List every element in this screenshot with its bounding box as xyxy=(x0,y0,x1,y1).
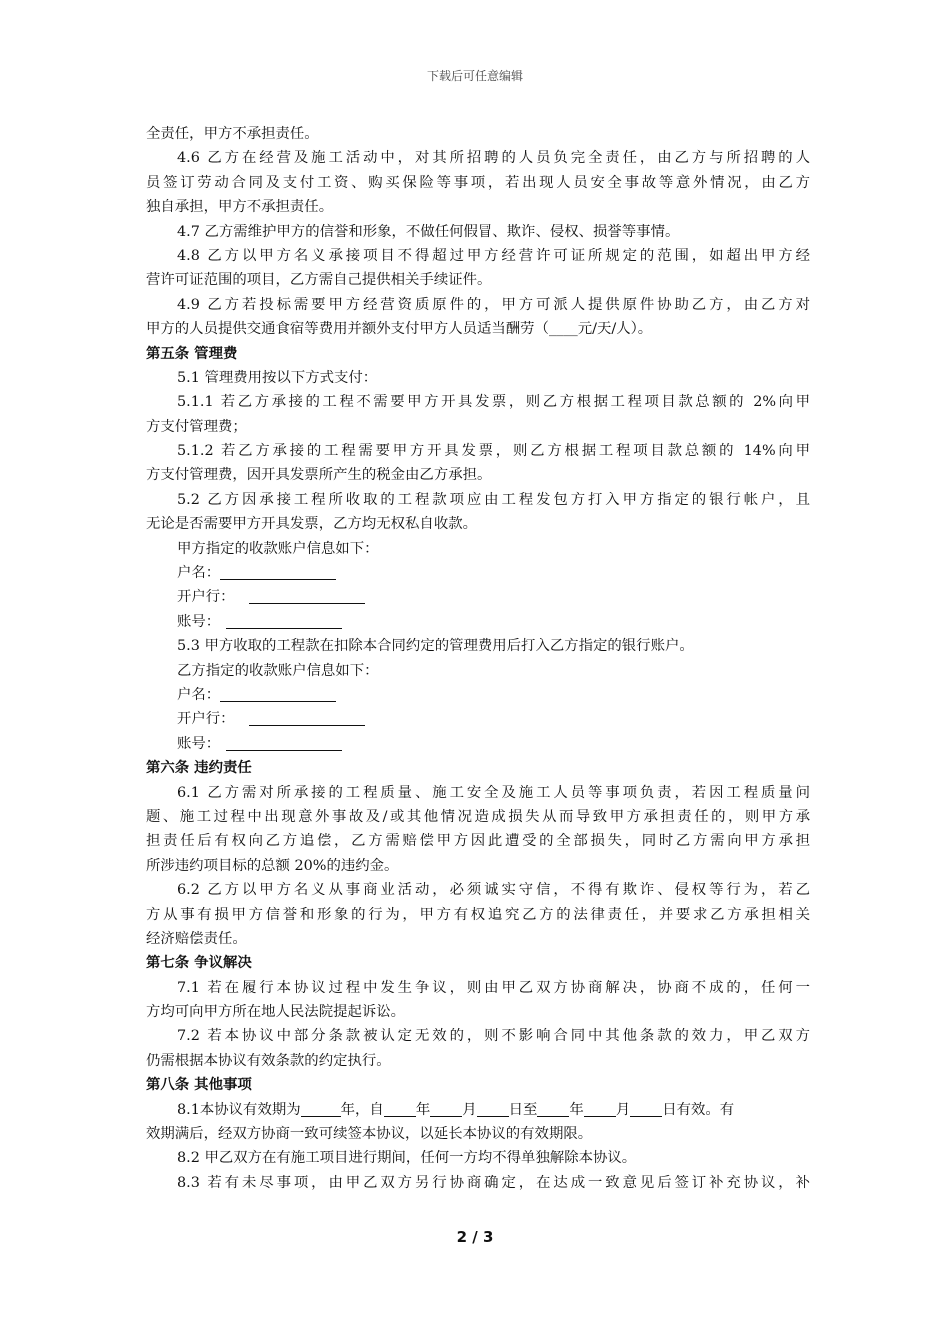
party-b-bank-row xyxy=(146,707,810,731)
start-year-blank[interactable] xyxy=(384,1100,416,1117)
end-year-blank[interactable] xyxy=(537,1100,569,1117)
account-number-label: 账号： xyxy=(177,735,221,752)
text-line: 方均可向甲方所在地人民法院提起诉讼。 xyxy=(146,1004,406,1021)
text-line: 无论是否需要甲方开具发票，乙方均无权私自收款。 xyxy=(146,516,477,533)
start-day-blank[interactable] xyxy=(477,1100,509,1117)
clause-6-2: 6.2 乙方以甲方名义从事商业活动，必须诚实守信，不得有欺诈、侵权等行为，若乙 xyxy=(177,882,810,899)
party-a-account-name-row xyxy=(146,561,810,585)
account-number-blank[interactable] xyxy=(226,612,342,629)
validity-text: 日有效。有 xyxy=(662,1101,735,1118)
text-line: 所涉违约项目标的总额 20%的违约金。 xyxy=(146,857,399,874)
clause-8-2: 8.2 甲乙双方在有施工项目进行期间，任何一方均不得单独解除本协议。 xyxy=(177,1150,637,1167)
clause-4-6: 4.6 乙方在经营及施工活动中，对其所招聘的人员负完全责任，由乙方与所招聘的人 xyxy=(177,150,810,167)
end-day-blank[interactable] xyxy=(630,1100,662,1117)
party-b-account-number-row xyxy=(146,732,810,756)
clause-7-1: 7.1 若在履行本协议过程中发生争议，则由甲乙双方协商解决，协商不成的，任何一 xyxy=(177,979,810,996)
validity-text: 年，自 xyxy=(340,1101,384,1118)
clause-7-2: 7.2 若本协议中部分条款被认定无效的，则不影响合同中其他条款的效力，甲乙双方 xyxy=(177,1028,810,1045)
text-line: 独自承担，甲方不承担责任。 xyxy=(146,199,334,216)
start-month-blank[interactable] xyxy=(430,1100,462,1117)
account-name-blank[interactable] xyxy=(220,685,336,702)
article-5-heading: 第五条 管理费 xyxy=(146,345,238,362)
clause-5-1-1: 5.1.1 若乙方承接的工程不需要甲方开具发票，则乙方根据工程项目款总额的 2%向甲 xyxy=(177,394,810,411)
article-6-heading: 第六条 违约责任 xyxy=(146,760,252,777)
clause-5-2: 5.2 乙方因承接工程所收取的工程款项应由工程发包方打入甲方指定的银行帐户，且 xyxy=(177,491,810,508)
party-a-account-intro: 甲方指定的收款账户信息如下： xyxy=(177,540,379,557)
account-number-blank[interactable] xyxy=(226,734,342,751)
text-line: 甲方的人员提供交通食宿等费用并额外支付甲方人员适当酬劳（____元/天/人）。 xyxy=(146,321,653,338)
document-body xyxy=(146,122,810,1195)
text-line: 方支付管理费，因开具发票所产生的税金由乙方承担。 xyxy=(146,467,492,484)
account-name-blank[interactable] xyxy=(220,563,336,580)
clause-8-3: 8.3 若有未尽事项，由甲乙双方另行协商确定，在达成一致意见后签订补充协议，补 xyxy=(177,1174,810,1191)
text-line: 营许可证范围的项目，乙方需自己提供相关手续证件。 xyxy=(146,272,492,289)
validity-text: 月 xyxy=(462,1101,477,1118)
bank-blank[interactable] xyxy=(249,709,365,726)
clause-5-3: 5.3 甲方收取的工程款在扣除本合同约定的管理费用后打入乙方指定的银行账户。 xyxy=(177,638,694,655)
text-line: 效期满后，经双方协商一致可续签本协议，以延长本协议的有效期限。 xyxy=(146,1126,593,1143)
clause-6-1: 6.1 乙方需对所承接的工程质量、施工安全及施工人员等事项负责，若因工程质量问 xyxy=(177,784,810,801)
text-line: 题、施工过程中出现意外事故及/或其他情况造成损失从而导致甲方承担责任的，则甲方承 xyxy=(146,808,810,825)
validity-text: 月 xyxy=(615,1101,631,1118)
validity-text: 年 xyxy=(415,1101,431,1118)
text-line: 方支付管理费； xyxy=(146,418,247,435)
account-name-label: 户名： xyxy=(177,565,221,582)
validity-text: 年 xyxy=(569,1101,584,1118)
bank-label: 开户行： xyxy=(177,589,235,606)
text-line: 全责任，甲方不承担责任。 xyxy=(146,126,319,142)
clause-5-1: 5.1 管理费用按以下方式支付： xyxy=(177,369,378,386)
text-line: 经济赔偿责任。 xyxy=(146,930,247,947)
bank-blank[interactable] xyxy=(249,587,365,604)
article-7-heading: 第七条 争议解决 xyxy=(146,955,252,972)
page-header-note: 下载后可任意编辑 xyxy=(426,69,523,83)
party-a-account-number-row xyxy=(146,610,810,634)
validity-text: 8.1本协议有效期为 xyxy=(177,1101,301,1118)
account-name-label: 户名： xyxy=(177,686,221,703)
clause-8-1 xyxy=(146,1098,810,1122)
text-line: 员签订劳动合同及支付工资、购买保险等事项，若出现人员安全事故等意外情况，由乙方 xyxy=(146,174,810,191)
text-line: 方从事有损甲方信誉和形象的行为，甲方有权追究乙方的法律责任，并要求乙方承担相关 xyxy=(146,906,810,923)
text-line: 仍需根据本协议有效条款的约定执行。 xyxy=(146,1052,391,1069)
years-blank[interactable] xyxy=(301,1100,341,1117)
clause-4-7: 4.7 乙方需维护甲方的信誉和形象，不做任何假冒、欺诈、侵权、损誉等事情。 xyxy=(177,223,680,240)
party-b-account-name-row xyxy=(146,683,810,707)
account-number-label: 账号： xyxy=(177,613,221,630)
text-line: 担责任后有权向乙方追偿，乙方需赔偿甲方因此遭受的全部损失，同时乙方需向甲方承担 xyxy=(146,833,810,850)
article-8-heading: 第八条 其他事项 xyxy=(146,1077,252,1094)
party-b-account-intro: 乙方指定的收款账户信息如下： xyxy=(177,662,379,679)
clause-4-9: 4.9 乙方若投标需要甲方经营资质原件的，甲方可派人提供原件协助乙方，由乙方对 xyxy=(177,296,810,313)
validity-text: 日至 xyxy=(508,1101,538,1118)
page-number: 2 / 3 xyxy=(456,1228,494,1246)
clause-4-8: 4.8 乙方以甲方名义承接项目不得超过甲方经营许可证所规定的范围，如超出甲方经 xyxy=(177,247,810,264)
clause-5-1-2: 5.1.2 若乙方承接的工程需要甲方开具发票，则乙方根据工程项目款总额的 14%向甲 xyxy=(177,443,810,460)
end-month-blank[interactable] xyxy=(584,1100,616,1117)
party-a-bank-row xyxy=(146,585,810,609)
bank-label: 开户行： xyxy=(177,711,235,728)
